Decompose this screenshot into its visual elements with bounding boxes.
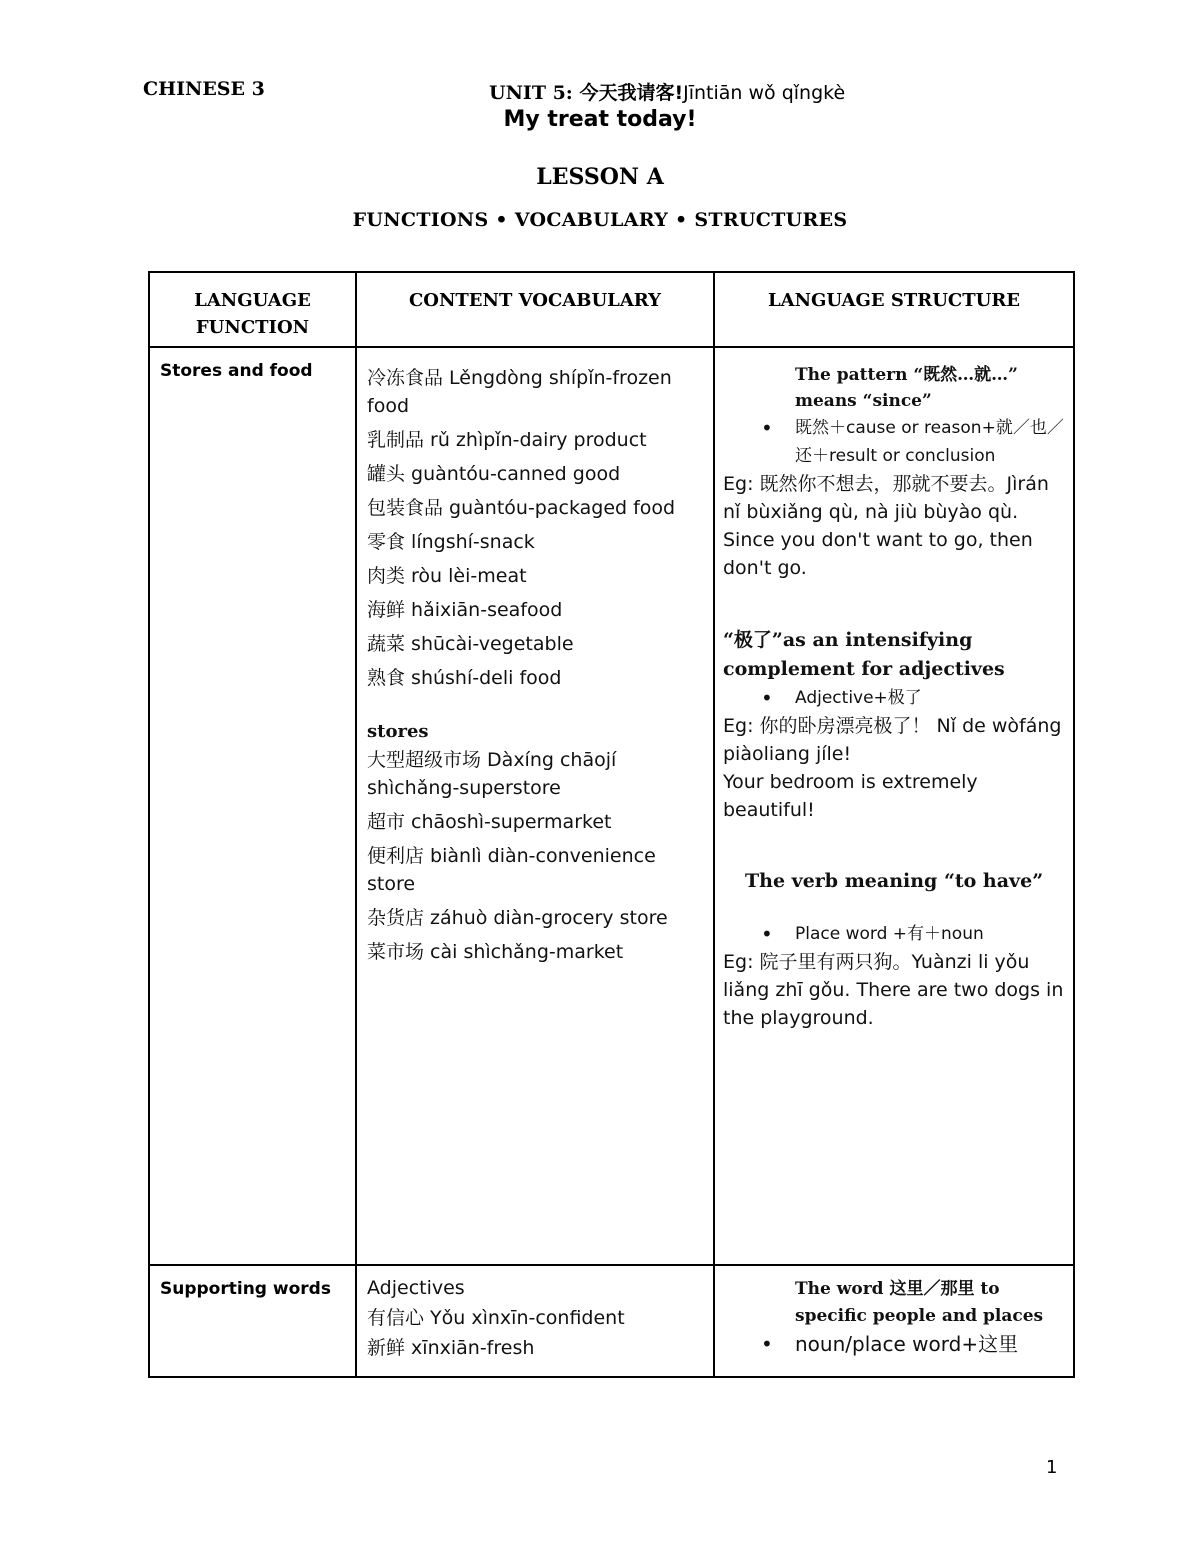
list-item: 罐头 guàntóu-canned good (367, 463, 621, 485)
example-jile: Eg: 你的卧房漂亮极了！ Nǐ de wòfáng piàoliang jíle! (723, 715, 1062, 765)
list-item: 蔬菜 shūcài-vegetable (367, 633, 574, 655)
structure-notes-supporting (715, 1266, 1073, 1358)
list-item: 包装食品 guàntóu-packaged food (367, 497, 676, 519)
row-label-supporting-words: Supporting words (160, 1279, 331, 1299)
example-jiran: Eg: 既然你不想去，那就不要去。Jìrán nǐ bùxiǎng qù, nà jiù bùyào qù. (723, 473, 1049, 523)
sections-line: FUNCTIONS • VOCABULARY • STRUCTURES (352, 209, 848, 231)
list-item: 肉类 ròu lèi-meat (367, 565, 527, 587)
list-item: 熟食 shúshí-deli food (367, 667, 562, 689)
structure-notes (715, 348, 1073, 1032)
structure-heading-jiran-meaning: means “since” (795, 391, 932, 411)
list-item: 乳制品 rǔ zhìpǐn-dairy product (367, 429, 647, 451)
list-item: 菜市场 cài shìchǎng-market (367, 941, 624, 963)
structure-bullet-you: • Place word +有＋noun (723, 920, 1065, 948)
structure-heading-jiran: The pattern “既然…就…” (795, 365, 1018, 385)
lesson-table (148, 271, 1075, 1378)
lesson-title: LESSON A (536, 164, 664, 190)
example-you: Eg: 院子里有两只狗。Yuànzi li yǒu liǎng zhī gǒu. There are two dogs in the playground. (723, 951, 1064, 1029)
structure-heading-jile: “极了”as an intensifying complement for adjectives (723, 629, 1005, 680)
translation-jile: Your bedroom is extremely beautiful! (723, 771, 978, 821)
header-language-structure: LANGUAGE STRUCTURE (767, 290, 1021, 311)
vocab-list (357, 348, 713, 966)
course-title: CHINESE 3 (143, 78, 265, 100)
unit-label: UNIT 5: (489, 82, 580, 104)
list-item: 超市 chāoshì-supermarket (367, 811, 612, 833)
table-header-row (149, 272, 1074, 347)
unit-chinese: 今天我请客! (579, 82, 684, 104)
list-item: 大型超级市场 Dàxíng chāojí shìchǎng-superstore (367, 749, 617, 799)
list-item: 便利店 biànlì diàn-convenience store (367, 845, 656, 895)
vocab-subheading-adjectives: Adjectives (367, 1277, 465, 1299)
structure-heading-you: The verb meaning “to have” (745, 870, 1044, 892)
list-item: 新鲜 xīnxiān-fresh (367, 1337, 535, 1359)
structure-bullet-jile: • Adjective+极了 (723, 684, 1065, 712)
structure-bullet-zheli: • noun/place word+这里 (723, 1330, 1065, 1358)
unit-subtitle: My treat today! (503, 107, 697, 132)
vocab-subheading-stores: stores (367, 721, 429, 742)
list-item: 有信心 Yǒu xìnxīn-confident (367, 1307, 625, 1329)
vocab-list-supporting (357, 1266, 713, 1362)
list-item: 杂货店 záhuò diàn-grocery store (367, 907, 668, 929)
unit-pinyin: Jīntiān wǒ qǐngkè (683, 82, 846, 104)
unit-title (489, 78, 845, 105)
table-row (149, 347, 1074, 1265)
header-content-vocabulary: CONTENT VOCABULARY (408, 290, 662, 311)
structure-heading-zheli: The word 这里／那里 to specific people and places (795, 1279, 1044, 1326)
structure-bullet-jiran: • 既然＋cause or reason+就／也／还＋result or conclusion (723, 414, 1065, 470)
header-language-function: LANGUAGE FUNCTION (194, 290, 311, 338)
translation-jiran: Since you don't want to go, then don't go. (723, 529, 1033, 579)
row-label-stores-food: Stores and food (160, 361, 313, 381)
page-number: 1 (1046, 1457, 1058, 1478)
list-item: 冷冻食品 Lěngdòng shípǐn-frozen food (367, 367, 672, 417)
table-row (149, 1265, 1074, 1377)
list-item: 海鲜 hǎixiān-seafood (367, 599, 563, 621)
list-item: 零食 língshí-snack (367, 531, 535, 553)
